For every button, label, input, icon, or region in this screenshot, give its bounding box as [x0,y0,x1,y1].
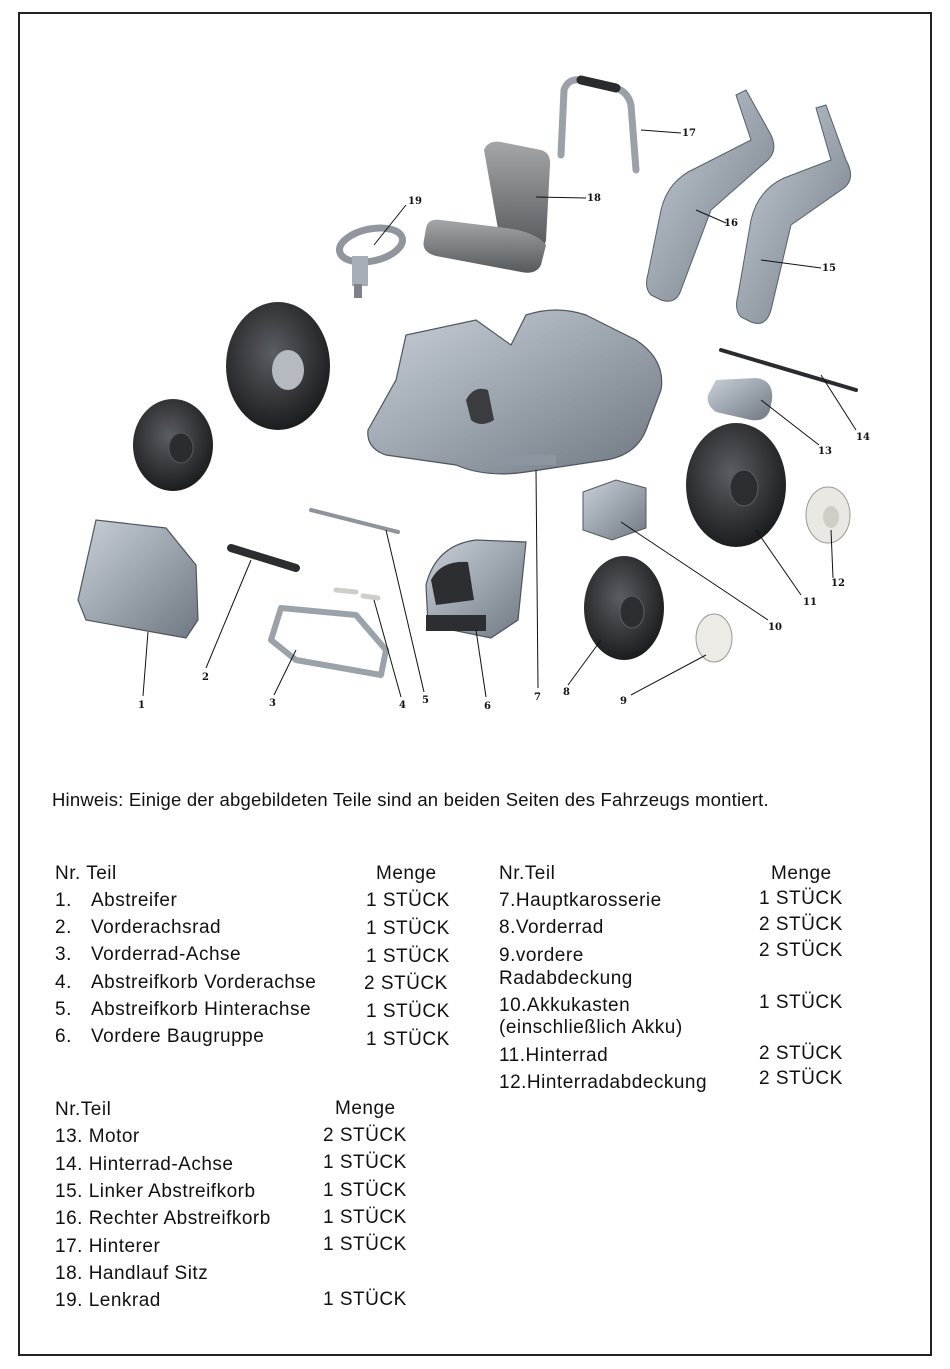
table3-header-part: Nr.Teil [55,1099,112,1120]
callout-6: 6 [484,701,491,712]
table3-header-qty: Menge [335,1098,396,1119]
table1-part: Abstreifer [91,890,178,911]
motor-part [708,378,773,420]
large-wheel-part [226,302,330,430]
callout-7: 7 [534,692,541,703]
table1-part: Vordere Baugruppe [91,1026,265,1047]
callout-4: 4 [399,700,406,711]
callout-13: 13 [818,446,832,457]
table2-part-line2: Radabdeckung [499,968,633,989]
table2-qty: 2 STÜCK [759,1068,843,1089]
callout-11: 11 [803,597,817,608]
front-axle-wheel-part [231,548,296,568]
table3-qty: 1 STÜCK [323,1207,407,1228]
rear-wheel-part [686,423,786,547]
table2-part-line2: (einschließlich Akku) [499,1017,683,1038]
table3-part: 13. Motor [55,1126,140,1147]
small-wheel-part [133,399,213,491]
battery-box-part [583,480,646,540]
table1-header-qty: Menge [376,863,437,884]
callout-1: 1 [138,700,145,711]
callout-2: 2 [202,672,209,683]
table1-qty: 1 STÜCK [366,918,450,939]
callout-15: 15 [822,263,836,274]
table3-part: 19. Lenkrad [55,1290,161,1311]
table2-part: 11.Hinterrad [499,1045,609,1066]
callout-16: 16 [724,218,738,229]
callout-3: 3 [269,698,276,709]
table1-qty: 2 STÜCK [364,973,448,994]
scraper-part [78,520,198,638]
table3-part: 14. Hinterrad-Achse [55,1154,234,1175]
callout-10: 10 [768,622,782,633]
callout-14: 14 [856,432,870,443]
table1-nr: 5. [55,999,72,1020]
table1-nr: 2. [55,917,72,938]
rear-wheel-cover-part [806,487,850,543]
seat-part [424,142,551,273]
table1-header-part: Nr. Teil [55,863,117,884]
table2-part: 7.Hauptkarosserie [499,890,662,911]
table3-part: 17. Hinterer [55,1236,161,1257]
table2-part: 10.Akkukasten [499,995,631,1016]
steering-wheel-part [336,223,405,298]
parts-diagram [56,60,886,730]
table2-qty: 1 STÜCK [759,888,843,909]
table3-qty: 1 STÜCK [323,1234,407,1255]
callout-12: 12 [831,578,845,589]
table1-qty: 1 STÜCK [366,946,450,967]
front-wheel-part [584,556,664,660]
front-wheel-cover-part [696,614,732,662]
table3-part: 16. Rechter Abstreifkorb [55,1208,271,1229]
table3-qty: 1 STÜCK [323,1180,407,1201]
callout-8: 8 [563,687,570,698]
table1-qty: 1 STÜCK [366,1001,450,1022]
table2-header-part: Nr.Teil [499,863,556,884]
rear-handle-part [561,80,636,170]
table1-nr: 1. [55,890,72,911]
table1-nr: 3. [55,944,72,965]
table2-part: 8.Vorderrad [499,917,604,938]
main-body-part [368,310,662,474]
table1-part: Vorderrad-Achse [91,944,242,965]
rear-axle-rod-part [311,510,398,532]
table2-qty: 2 STÜCK [759,914,843,935]
table2-qty: 2 STÜCK [759,940,843,961]
note-text: Hinweis: Einige der abgebildeten Teile sind an beiden Seiten des Fahrzeugs montiert. [52,789,769,810]
table3-qty: 1 STÜCK [323,1152,407,1173]
front-axle-rods-part [336,590,378,598]
front-assembly-part [426,540,526,638]
table1-part: Abstreifkorb Hinterachse [91,999,312,1020]
table3-part: 15. Linker Abstreifkorb [55,1181,256,1202]
parts-illustration [56,60,886,730]
table1-qty: 1 STÜCK [366,1029,450,1050]
table3-qty: 2 STÜCK [323,1125,407,1146]
callout-17: 17 [682,128,696,139]
callout-19: 19 [408,196,422,207]
table1-nr: 4. [55,972,72,993]
table3-part: 18. Handlauf Sitz [55,1263,209,1284]
table1-qty: 1 STÜCK [366,890,450,911]
table1-nr: 6. [55,1026,72,1047]
callout-9: 9 [620,696,627,707]
table2-qty: 1 STÜCK [759,992,843,1013]
table2-part: 9.vordere [499,945,584,966]
table2-qty: 2 STÜCK [759,1043,843,1064]
callout-5: 5 [422,695,429,706]
table3-qty: 1 STÜCK [323,1289,407,1310]
table1-part: Abstreifkorb Vorderachse [91,972,317,993]
table1-part: Vorderachsrad [91,917,222,938]
callout-18: 18 [587,193,601,204]
table2-part: 12.Hinterradabdeckung [499,1072,708,1093]
table2-header-qty: Menge [771,863,832,884]
